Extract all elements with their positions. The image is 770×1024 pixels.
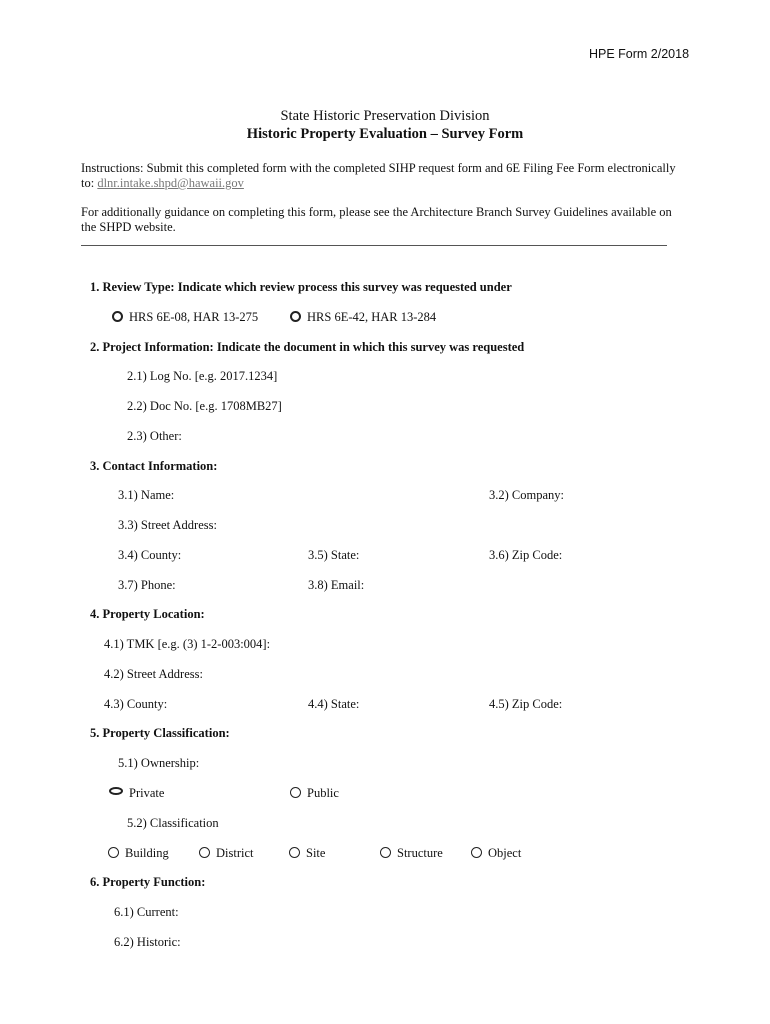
property-location-heading: 4. Property Location: xyxy=(90,607,205,621)
guidance-text: For additionally guidance on completing this form, please see the Architecture Branch Survey Guidelines available on xyxy=(81,205,672,219)
log-no-field[interactable]: 2.1) Log No. [e.g. 2017.1234] xyxy=(127,369,278,383)
instructions-text: Instructions: Submit this completed form with the completed SIHP request form and 6E Filing Fee Form electronically xyxy=(81,161,676,175)
ownership-label: 5.1) Ownership: xyxy=(118,756,200,770)
contact-company-field[interactable]: 3.2) Company: xyxy=(489,488,564,502)
division-title: State Historic Preservation Division xyxy=(280,108,490,124)
review-type-heading: 1. Review Type: Indicate which review process this survey was requested under xyxy=(90,280,512,294)
radio-icon[interactable] xyxy=(471,847,482,858)
option-label: District xyxy=(216,846,254,860)
classification-building-option[interactable] xyxy=(108,846,169,861)
contact-zip-field[interactable]: 3.6) Zip Code: xyxy=(489,548,563,562)
other-field[interactable]: 2.3) Other: xyxy=(127,429,182,443)
classification-site-option[interactable] xyxy=(289,846,325,861)
to-prefix: to: xyxy=(81,176,98,190)
contact-phone-field[interactable]: 3.7) Phone: xyxy=(118,578,176,592)
contact-email-field[interactable]: 3.8) Email: xyxy=(308,578,365,592)
property-classification-heading: 5. Property Classification: xyxy=(90,726,230,740)
option-label: Public xyxy=(307,786,339,800)
form-id: HPE Form 2/2018 xyxy=(589,47,690,61)
radio-icon[interactable] xyxy=(290,787,301,798)
option-label: Object xyxy=(488,846,522,860)
property-function-heading: 6. Property Function: xyxy=(90,875,206,889)
instructions-email-line xyxy=(81,176,244,191)
property-state-field[interactable]: 4.4) State: xyxy=(308,697,360,711)
radio-icon[interactable] xyxy=(290,311,301,322)
contact-county-field[interactable]: 3.4) County: xyxy=(118,548,182,562)
contact-state-field[interactable]: 3.5) State: xyxy=(308,548,360,562)
property-street-field[interactable]: 4.2) Street Address: xyxy=(104,667,203,681)
radio-icon[interactable] xyxy=(109,787,123,795)
form-title: Historic Property Evaluation – Survey Form xyxy=(246,126,524,142)
contact-name-field[interactable]: 3.1) Name: xyxy=(118,488,175,502)
ownership-public-option[interactable] xyxy=(290,786,339,801)
contact-info-heading: 3. Contact Information: xyxy=(90,459,218,473)
radio-icon[interactable] xyxy=(289,847,300,858)
guidance-text-2: the SHPD website. xyxy=(81,220,176,234)
tmk-field[interactable]: 4.1) TMK [e.g. (3) 1-2-003:004]: xyxy=(104,637,271,651)
option-label: HRS 6E-42, HAR 13-284 xyxy=(307,310,437,324)
property-zip-field[interactable]: 4.5) Zip Code: xyxy=(489,697,563,711)
classification-object-option[interactable] xyxy=(471,846,521,861)
option-label: Private xyxy=(129,786,165,800)
radio-icon[interactable] xyxy=(108,847,119,858)
review-option-6e08[interactable] xyxy=(112,310,258,325)
project-info-heading: 2. Project Information: Indicate the document in which this survey was requested xyxy=(90,340,525,354)
doc-no-field[interactable]: 2.2) Doc No. [e.g. 1708MB27] xyxy=(127,399,282,413)
classification-structure-option[interactable] xyxy=(380,846,443,861)
option-label: Site xyxy=(306,846,326,860)
contact-street-field[interactable]: 3.3) Street Address: xyxy=(118,518,217,532)
historic-function-field[interactable]: 6.2) Historic: xyxy=(114,935,181,949)
review-option-6e42[interactable] xyxy=(290,310,436,325)
option-label: Building xyxy=(125,846,169,860)
radio-icon[interactable] xyxy=(199,847,210,858)
option-label: Structure xyxy=(397,846,443,860)
ownership-private-option[interactable] xyxy=(109,786,164,801)
property-county-field[interactable]: 4.3) County: xyxy=(104,697,168,711)
divider xyxy=(81,245,667,246)
intake-email-link[interactable]: dlnr.intake.shpd@hawaii.gov xyxy=(97,176,244,190)
classification-label: 5.2) Classification xyxy=(127,816,219,830)
classification-district-option[interactable] xyxy=(199,846,254,861)
radio-icon[interactable] xyxy=(112,311,123,322)
option-label: HRS 6E-08, HAR 13-275 xyxy=(129,310,259,324)
radio-icon[interactable] xyxy=(380,847,391,858)
current-function-field[interactable]: 6.1) Current: xyxy=(114,905,179,919)
